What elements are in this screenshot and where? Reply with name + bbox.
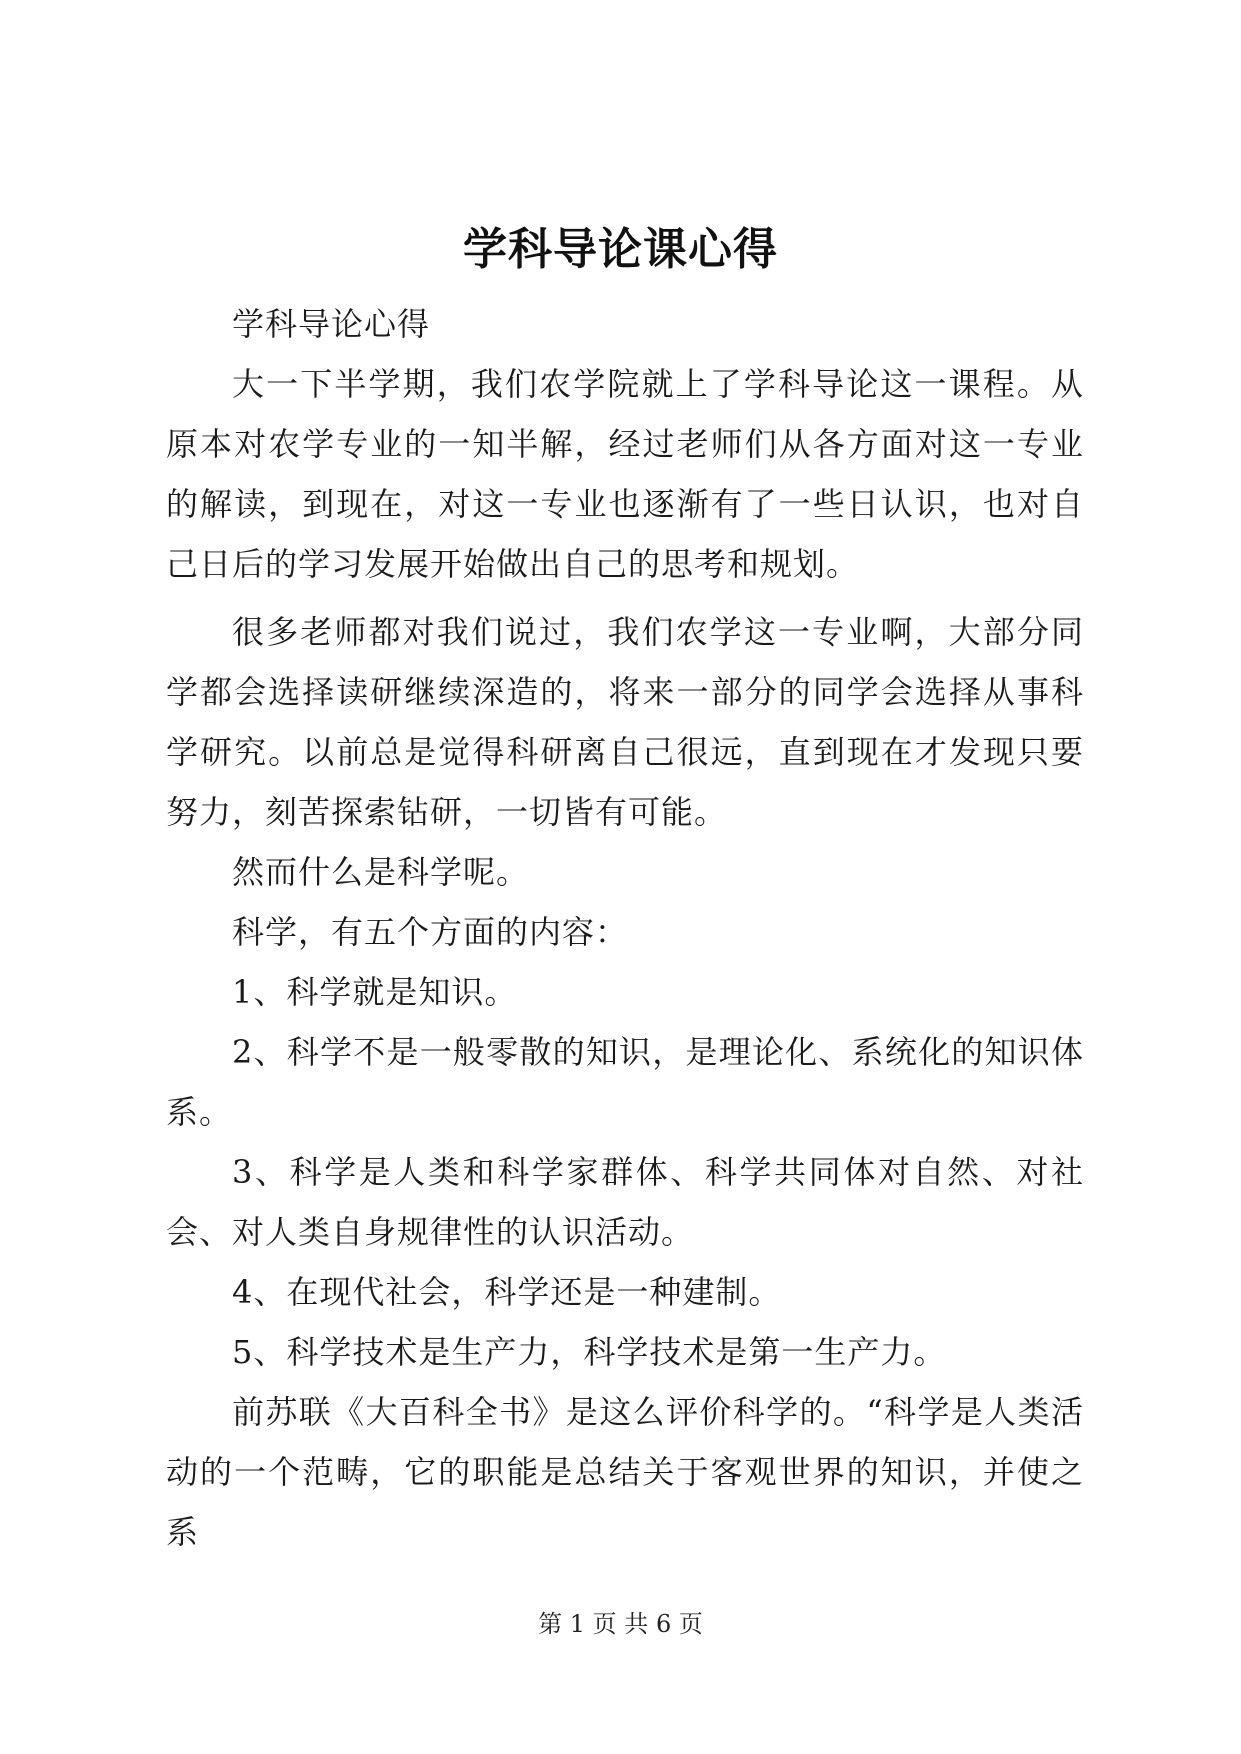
page-number: 第 1 页 共 6 页 (538, 1610, 703, 1638)
paragraph: 科学，有五个方面的内容： (232, 913, 629, 951)
document-title: 学科导论课心得 (463, 224, 778, 275)
paragraph: 5、科学技术是生产力，科学技术是第一生产力。 (232, 1333, 947, 1371)
paragraph: 4、在现代社会，科学还是一种建制。 (232, 1273, 782, 1311)
paragraph: 3、科学是人类和科学家群体、科学共同体对自然、对社会、对人类自身规律性的认识活动。 (166, 1153, 1084, 1251)
paragraph: 2、科学不是一般零散的知识，是理论化、系统化的知识体系。 (166, 1033, 1084, 1131)
document-body (166, 294, 1084, 1562)
paragraph: 学科导论心得 (232, 305, 431, 343)
paragraph: 然而什么是科学呢。 (232, 853, 530, 891)
paragraph: 前苏联《大百科全书》是这么评价科学的。“科学是人类活动的一个范畴，它的职能是总结关于客观世界的知识，并使之系 (166, 1393, 1084, 1551)
paragraph: 大一下半学期，我们农学院就上了学科导论这一课程。从原本对农学专业的一知半解，经过老师们从各方面对这一专业的解读，到现在，对这一专业也逐渐有了一些日认识，也对自己日后的学习发展开始做出自己的思考和规划。 (166, 365, 1084, 583)
paragraph: 很多老师都对我们说过，我们农学这一专业啊，大部分同学都会选择读研继续深造的，将来一部分的同学会选择从事科学研究。以前总是觉得科研离自己很远，直到现在才发现只要努力，刻苦探索钻研，一切皆有可能。 (166, 613, 1084, 831)
paragraph: 1、科学就是知识。 (232, 973, 518, 1011)
